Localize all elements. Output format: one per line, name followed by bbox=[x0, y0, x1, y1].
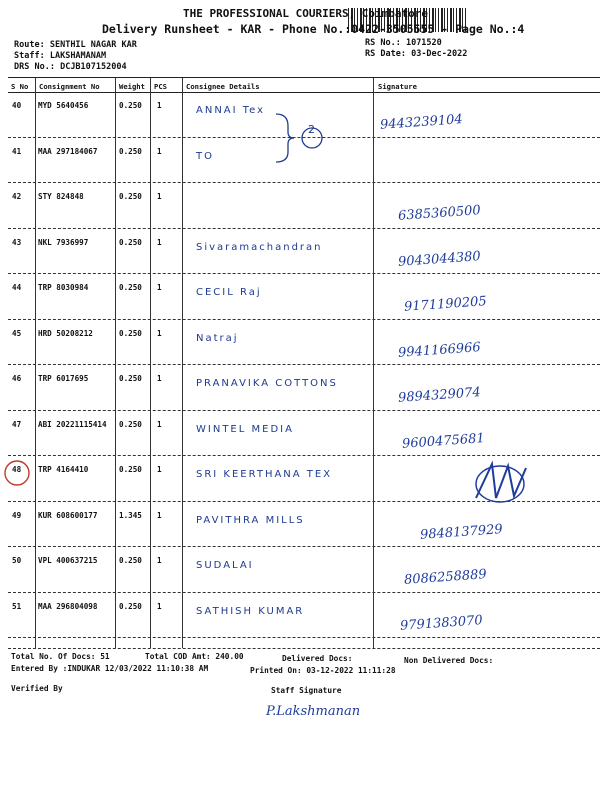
sno-cell: 43 bbox=[12, 237, 22, 247]
pcs-cell: 1 bbox=[157, 556, 162, 565]
printed-on: Printed On: 03-12-2022 11:11:28 bbox=[250, 666, 396, 675]
cod-label: Total COD Amt: bbox=[145, 652, 211, 661]
pcs-cell: 1 bbox=[157, 192, 162, 201]
total-docs-value: 51 bbox=[100, 652, 110, 661]
pcs-cell: 1 bbox=[157, 146, 162, 156]
pcs-cell: 1 bbox=[157, 283, 162, 292]
col-divider bbox=[150, 78, 151, 648]
row-divider bbox=[8, 364, 600, 365]
sno-cell: 44 bbox=[12, 283, 22, 292]
drs-label: DRS No.: bbox=[14, 62, 55, 72]
signature-handwritten: 9043044380 bbox=[397, 248, 482, 270]
rs-date-value: 03-Dec-2022 bbox=[411, 49, 468, 59]
column-header-weight: Weight bbox=[119, 82, 145, 91]
row-divider bbox=[8, 182, 600, 183]
signature-handwritten: 9791383070 bbox=[399, 612, 484, 634]
consignment-no-cell: MAA 296804098 bbox=[38, 601, 98, 611]
consignment-no-cell: TRP 4164410 bbox=[38, 465, 89, 474]
consignment-no-cell: ABI 20221115414 bbox=[38, 419, 107, 429]
weight-cell: 1.345 bbox=[119, 510, 142, 520]
consignee-handwritten: PRANAVIKA COTTONS bbox=[196, 378, 338, 389]
col-divider bbox=[115, 78, 116, 648]
row-divider bbox=[8, 546, 600, 547]
route-row bbox=[14, 40, 137, 50]
signature-handwritten: 9894329074 bbox=[397, 385, 482, 406]
stamp-signature-icon bbox=[470, 458, 530, 508]
consignee-handwritten: SUDALAI bbox=[196, 560, 254, 571]
rs-date-label: RS Date: bbox=[365, 49, 406, 59]
pcs-cell: 1 bbox=[157, 328, 162, 338]
document-subtitle: Delivery Runsheet - KAR - Phone No.:0422-3505555 - Page No.:4 bbox=[102, 22, 525, 36]
consignee-handwritten: Natraj bbox=[196, 332, 239, 344]
sno-cell: 48 bbox=[12, 465, 22, 474]
row-divider bbox=[8, 319, 600, 320]
pcs-cell: 1 bbox=[157, 237, 162, 247]
cod-amount bbox=[145, 652, 244, 661]
pcs-cell: 1 bbox=[157, 601, 162, 611]
pcs-cell: 1 bbox=[157, 101, 162, 110]
consignment-no-cell: TRP 6017695 bbox=[38, 374, 89, 383]
column-header-signature: Signature bbox=[378, 82, 417, 91]
column-header-consignment: Consignment No bbox=[39, 82, 100, 91]
signature-handwritten: 9941166966 bbox=[397, 339, 482, 361]
weight-cell: 0.250 bbox=[119, 101, 142, 110]
sno-cell: 42 bbox=[12, 192, 22, 201]
row-divider bbox=[8, 410, 600, 411]
weight-cell: 0.250 bbox=[119, 328, 142, 338]
brace-annotation-icon bbox=[268, 108, 328, 168]
pcs-cell: 1 bbox=[157, 465, 162, 474]
consignee-handwritten: CECIL Raj bbox=[196, 287, 262, 298]
weight-cell: 0.250 bbox=[119, 419, 142, 429]
weight-cell: 0.250 bbox=[119, 146, 142, 156]
col-divider bbox=[35, 78, 36, 648]
staff-signature-handwritten: P.Lakshmanan bbox=[266, 704, 361, 719]
staff-row bbox=[14, 51, 106, 61]
signature-handwritten: 9848137929 bbox=[419, 521, 504, 543]
sno-cell: 51 bbox=[12, 601, 22, 611]
non-delivered-docs-label: Non Delivered Docs: bbox=[404, 656, 494, 665]
consignment-no-cell: MAA 297184067 bbox=[38, 146, 98, 156]
document-title: THE PROFESSIONAL COURIERS, Coimbatore bbox=[183, 7, 429, 20]
row-divider bbox=[8, 637, 600, 638]
pcs-cell: 1 bbox=[157, 510, 162, 520]
table-top-border bbox=[8, 77, 600, 78]
consignment-no-cell: TRP 8030984 bbox=[38, 283, 89, 292]
drs-row bbox=[14, 62, 127, 72]
row-divider bbox=[8, 455, 600, 456]
consignee-handwritten: SRI KEERTHANA TEX bbox=[196, 469, 333, 480]
staff-value: LAKSHAMANAM bbox=[49, 51, 107, 61]
signature-handwritten: 8086258889 bbox=[403, 567, 488, 588]
weight-cell: 0.250 bbox=[119, 374, 142, 383]
sno-cell: 40 bbox=[12, 101, 22, 110]
sno-cell: 46 bbox=[12, 374, 22, 383]
consignee-handwritten: TO bbox=[196, 150, 214, 162]
consignment-no-cell: MYD 5640456 bbox=[38, 101, 89, 110]
consignee-handwritten: WINTEL MEDIA bbox=[196, 423, 294, 435]
staff-signature-label: Staff Signature bbox=[271, 686, 342, 695]
consignee-handwritten: PAVITHRA MILLS bbox=[196, 514, 305, 526]
consignment-no-cell: NKL 7936997 bbox=[38, 237, 89, 247]
col-divider bbox=[182, 78, 183, 648]
sno-cell: 45 bbox=[12, 328, 22, 338]
total-docs-label: Total No. Of Docs: bbox=[11, 652, 96, 661]
row-divider bbox=[8, 592, 600, 593]
weight-cell: 0.250 bbox=[119, 283, 142, 292]
sno-cell: 47 bbox=[12, 419, 22, 429]
signature-handwritten: 9443239104 bbox=[379, 112, 464, 133]
rs-no-value: 1071520 bbox=[405, 38, 442, 48]
weight-cell: 0.250 bbox=[119, 556, 142, 565]
circled-annotation: 2 bbox=[308, 123, 317, 136]
footer-divider bbox=[8, 648, 600, 649]
consignee-handwritten: Sivaramachandran bbox=[196, 241, 323, 253]
rs-date-row bbox=[365, 49, 467, 59]
weight-cell: 0.250 bbox=[119, 465, 142, 474]
row-divider bbox=[8, 273, 600, 274]
signature-handwritten: 6385360500 bbox=[397, 203, 482, 224]
weight-cell: 0.250 bbox=[119, 192, 142, 201]
consignment-no-cell: KUR 608600177 bbox=[38, 510, 98, 520]
col-divider bbox=[373, 78, 374, 648]
sno-cell: 41 bbox=[12, 146, 22, 156]
consignment-no-cell: HRD 50208212 bbox=[38, 328, 93, 338]
cod-value: 240.00 bbox=[215, 652, 244, 661]
row-divider bbox=[8, 228, 600, 229]
sno-cell: 50 bbox=[12, 556, 22, 565]
staff-label: Staff: bbox=[14, 51, 45, 61]
table-header-border bbox=[8, 92, 600, 93]
drs-value: DCJB107152004 bbox=[60, 62, 127, 72]
consignment-no-cell: STY 824848 bbox=[38, 192, 84, 201]
sno-cell: 49 bbox=[12, 510, 22, 520]
consignment-no-cell: VPL 400637215 bbox=[38, 556, 98, 565]
pcs-cell: 1 bbox=[157, 419, 162, 429]
rs-no-label: RS No.: bbox=[365, 38, 401, 48]
column-header-pcs: PCS bbox=[154, 82, 167, 91]
consignee-handwritten: SATHISH KUMAR bbox=[196, 605, 305, 617]
column-header-sno: S No bbox=[11, 82, 29, 91]
route-label: Route: bbox=[14, 40, 45, 50]
route-value: SENTHIL NAGAR KAR bbox=[49, 40, 137, 50]
rs-no-row bbox=[365, 38, 442, 48]
weight-cell: 0.250 bbox=[119, 237, 142, 247]
consignee-handwritten: ANNAI Tex bbox=[196, 105, 266, 116]
entered-by: Entered By :INDUKAR 12/03/2022 11:10:38 AM bbox=[11, 664, 209, 673]
column-header-consignee: Consignee Details bbox=[186, 82, 260, 91]
delivered-docs-label: Delivered Docs: bbox=[282, 654, 353, 663]
weight-cell: 0.250 bbox=[119, 601, 142, 611]
verified-by-label: Verified By bbox=[11, 684, 63, 693]
signature-handwritten: 9600475681 bbox=[401, 430, 486, 452]
signature-handwritten: 9171190205 bbox=[403, 294, 488, 315]
circle-mark-icon bbox=[2, 458, 32, 488]
total-docs bbox=[11, 652, 110, 661]
pcs-cell: 1 bbox=[157, 374, 162, 383]
